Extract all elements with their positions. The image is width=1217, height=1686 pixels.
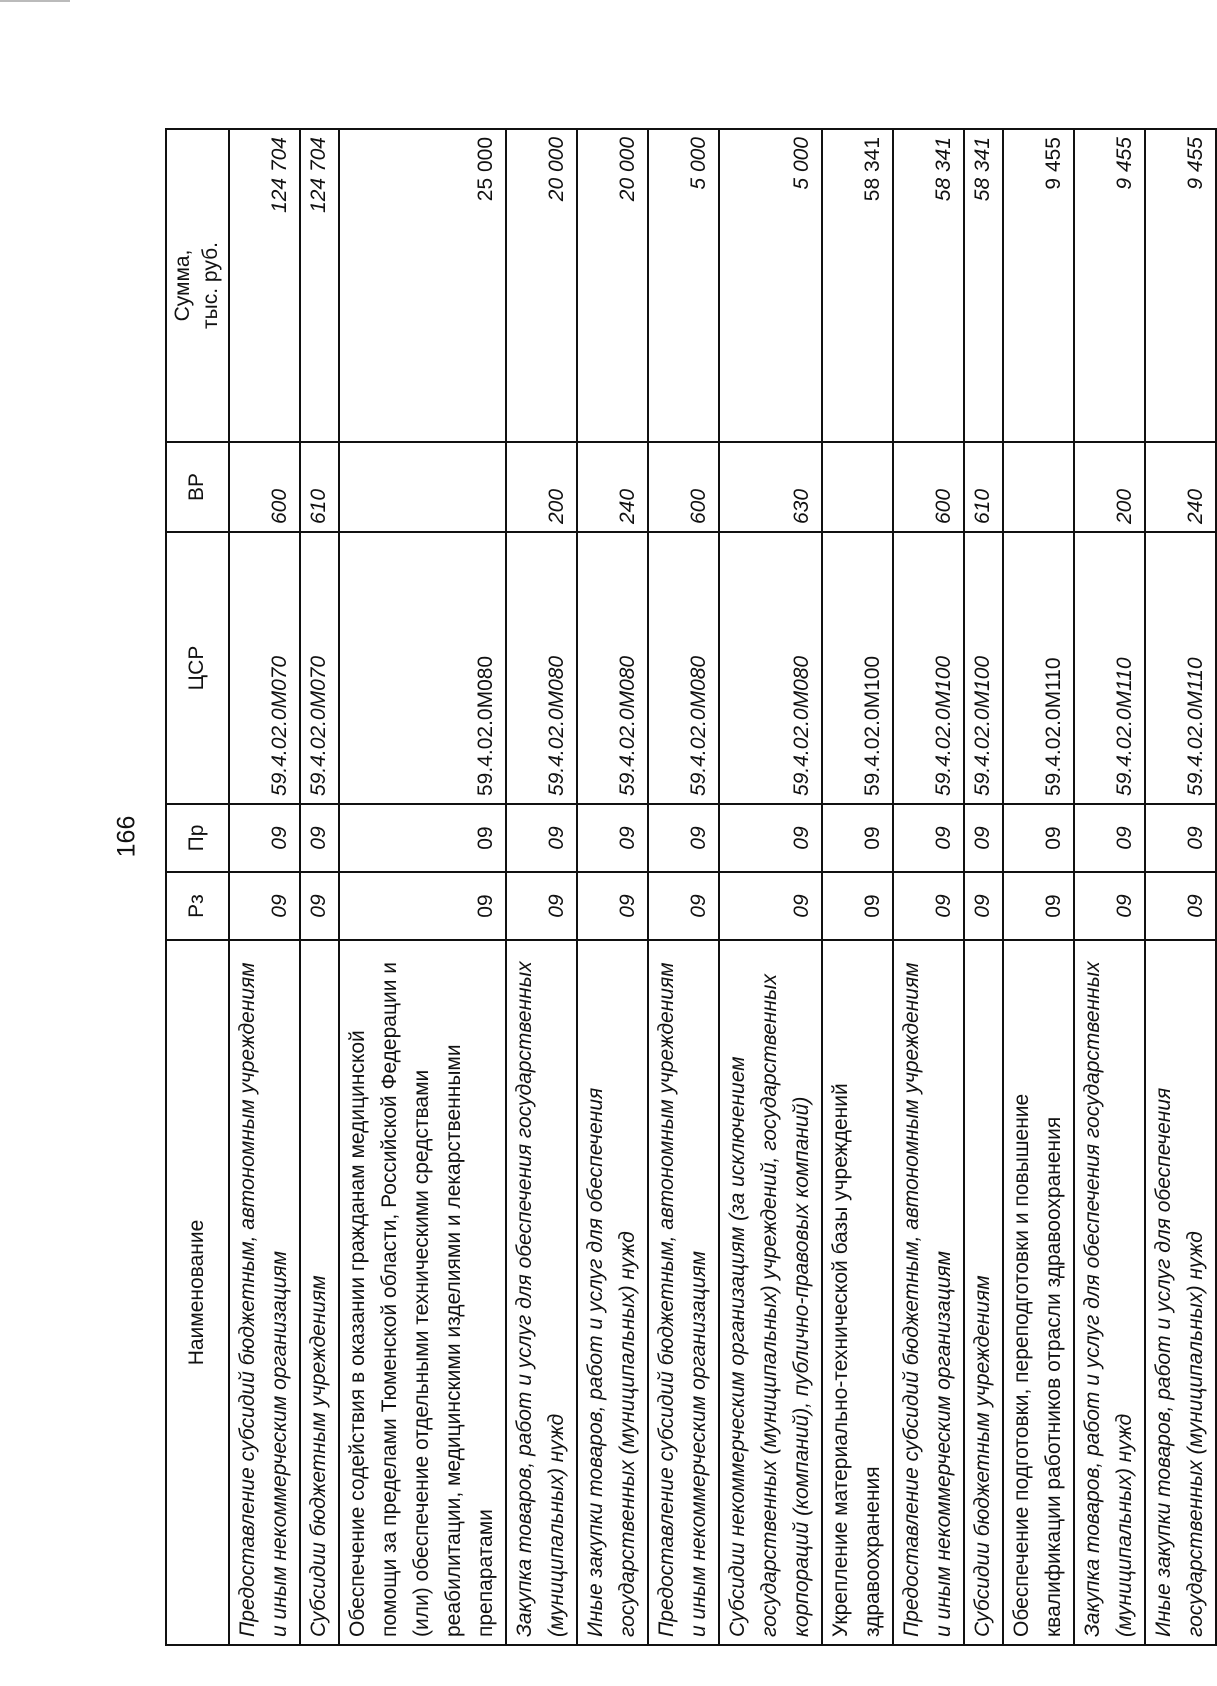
cell-name: Субсидии бюджетным учреждениям: [300, 940, 339, 1645]
cell-name: Предоставление субсидий бюджетным, автономным учреждениям и иным некоммерческим организациям: [229, 940, 300, 1645]
cell-name: Закупка товаров, работ и услуг для обеспечения государственных (муниципальных) нужд: [1074, 940, 1145, 1645]
cell-vr: [1003, 442, 1074, 532]
cell-pr: 09: [893, 804, 964, 872]
cell-rz: 09: [300, 872, 339, 940]
cell-pr: 09: [648, 804, 719, 872]
cell-csr: 59.4.02.0М070: [300, 532, 339, 804]
table-row: [719, 129, 822, 1645]
cell-vr: 600: [648, 442, 719, 532]
cell-csr: 59.4.02.0М110: [1074, 532, 1145, 804]
cell-pr: 09: [506, 804, 577, 872]
header-sum-line2: тыс. руб.: [199, 242, 222, 329]
cell-rz: 09: [577, 872, 648, 940]
cell-pr: 09: [1145, 804, 1216, 872]
table-row: [577, 129, 648, 1645]
header-vr: ВР: [166, 442, 229, 532]
cell-rz: 09: [1074, 872, 1145, 940]
cell-pr: 09: [964, 804, 1003, 872]
cell-vr: [822, 442, 893, 532]
cell-rz: 09: [1003, 872, 1074, 940]
cell-csr: 59.4.02.0М100: [822, 532, 893, 804]
rotated-table-wrapper: [165, 130, 1207, 1646]
header-name: Наименование: [166, 940, 229, 1645]
header-rz: Рз: [166, 872, 229, 940]
cell-name: Иные закупки товаров, работ и услуг для обеспечения государственных (муниципальных) нужд: [577, 940, 648, 1645]
cell-pr: 09: [577, 804, 648, 872]
cell-vr: 200: [506, 442, 577, 532]
cell-sum: 124 704: [300, 129, 339, 442]
cell-csr: 59.4.02.0М080: [339, 532, 506, 804]
cell-rz: 09: [822, 872, 893, 940]
table-row: [964, 129, 1003, 1645]
cell-csr: 59.4.02.0М110: [1003, 532, 1074, 804]
scan-edge-line: [0, 0, 70, 2]
cell-csr: 59.4.02.0М100: [964, 532, 1003, 804]
table-header-row: [166, 129, 229, 1645]
cell-pr: 09: [229, 804, 300, 872]
cell-pr: 09: [339, 804, 506, 872]
cell-name: Закупка товаров, работ и услуг для обеспечения государственных (муниципальных) нужд: [506, 940, 577, 1645]
cell-rz: 09: [648, 872, 719, 940]
cell-vr: 240: [1145, 442, 1216, 532]
cell-pr: 09: [300, 804, 339, 872]
cell-name: Субсидии бюджетным учреждениям: [964, 940, 1003, 1645]
cell-vr: 200: [1074, 442, 1145, 532]
cell-csr: 59.4.02.0М070: [229, 532, 300, 804]
cell-pr: 09: [1074, 804, 1145, 872]
cell-name: Укрепление материально-технической базы учреждений здравоохранения: [822, 940, 893, 1645]
cell-name: Иные закупки товаров, работ и услуг для обеспечения государственных (муниципальных) нужд: [1145, 940, 1216, 1645]
cell-csr: 59.4.02.0М080: [577, 532, 648, 804]
page-number: 166: [112, 815, 141, 858]
header-sum-line1: Сумма,: [171, 249, 194, 322]
cell-csr: 59.4.02.0М080: [648, 532, 719, 804]
cell-rz: 09: [964, 872, 1003, 940]
header-pr: Пр: [166, 804, 229, 872]
cell-csr: 59.4.02.0М110: [1145, 532, 1216, 804]
cell-sum: 9 455: [1145, 129, 1216, 442]
cell-sum: 9 455: [1074, 129, 1145, 442]
cell-vr: 610: [964, 442, 1003, 532]
table-row: [229, 129, 300, 1645]
table-row: [822, 129, 893, 1645]
cell-pr: 09: [719, 804, 822, 872]
table-row: [339, 129, 506, 1645]
cell-vr: 600: [893, 442, 964, 532]
cell-csr: 59.4.02.0М080: [719, 532, 822, 804]
cell-vr: [339, 442, 506, 532]
cell-sum: 20 000: [506, 129, 577, 442]
cell-sum: 58 341: [964, 129, 1003, 442]
cell-name: Обеспечение подготовки, переподготовки и повышение квалификации работников отрасли здравоохранения: [1003, 940, 1074, 1645]
budget-table: [165, 128, 1217, 1646]
table-row: [506, 129, 577, 1645]
cell-name: Предоставление субсидий бюджетным, автономным учреждениям и иным некоммерческим организациям: [893, 940, 964, 1645]
cell-vr: 610: [300, 442, 339, 532]
cell-rz: 09: [229, 872, 300, 940]
table-row: [1145, 129, 1216, 1645]
cell-sum: 58 341: [822, 129, 893, 442]
cell-sum: 20 000: [577, 129, 648, 442]
cell-vr: 630: [719, 442, 822, 532]
cell-name: Субсидии некоммерческим организациям (за исключением государственных (муниципальных) учреждений, государственных корпораций (компаний), публично-правовых компаний): [719, 940, 822, 1645]
cell-sum: 25 000: [339, 129, 506, 442]
cell-pr: 09: [822, 804, 893, 872]
cell-vr: 600: [229, 442, 300, 532]
table-row: [648, 129, 719, 1645]
cell-rz: 09: [1145, 872, 1216, 940]
cell-rz: 09: [339, 872, 506, 940]
cell-sum: 124 704: [229, 129, 300, 442]
cell-sum: 58 341: [893, 129, 964, 442]
table-row: [1074, 129, 1145, 1645]
table-row: [300, 129, 339, 1645]
cell-sum: 9 455: [1003, 129, 1074, 442]
header-csr: ЦСР: [166, 532, 229, 804]
cell-name: Предоставление субсидий бюджетным, автономным учреждениям и иным некоммерческим организациям: [648, 940, 719, 1645]
cell-csr: 59.4.02.0М100: [893, 532, 964, 804]
cell-pr: 09: [1003, 804, 1074, 872]
cell-vr: 240: [577, 442, 648, 532]
cell-rz: 09: [506, 872, 577, 940]
cell-sum: 5 000: [648, 129, 719, 442]
table-body: [229, 129, 1216, 1645]
cell-name: Обеспечение содействия в оказании гражданам медицинской помощи за пределами Тюменской области, Российской Федерации и (или) обеспечение отдельными техническими средствами реабилитации, медицинскими изделиями и лекарственными препаратами: [339, 940, 506, 1645]
table-row: [1003, 129, 1074, 1645]
cell-rz: 09: [893, 872, 964, 940]
cell-rz: 09: [719, 872, 822, 940]
header-sum: [166, 129, 229, 442]
cell-sum: 5 000: [719, 129, 822, 442]
cell-csr: 59.4.02.0М080: [506, 532, 577, 804]
table-row: [893, 129, 964, 1645]
